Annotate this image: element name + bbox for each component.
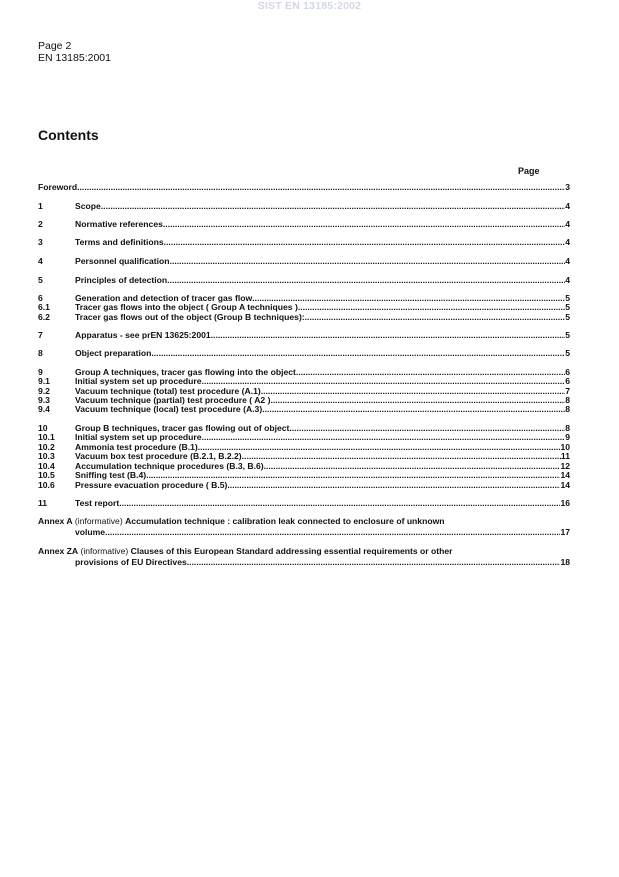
toc-entry-number: 9.2: [38, 386, 50, 396]
toc-entry-title: Apparatus - see prEN 13625:2001: [75, 330, 211, 340]
toc-entry-page: 8: [565, 423, 570, 433]
toc-entry-title: Vacuum box test procedure (B.2.1, B.2.2): [75, 451, 242, 461]
toc-entry-title: Foreword: [38, 182, 78, 192]
toc-entry-title: Group B techniques, tracer gas flowing out of object: [75, 423, 290, 433]
toc-entry-title: Object preparation: [75, 348, 152, 358]
toc-entry-number: 2: [38, 219, 43, 229]
toc-entry[interactable]: [38, 219, 570, 230]
toc-entry-number: 4: [38, 256, 43, 266]
annex-title: Accumulation technique : calibration leak connected to enclosure of unknown: [125, 516, 445, 526]
toc-annex-annex-a[interactable]: [38, 516, 570, 538]
toc-entry-title: Pressure evacuation procedure ( B.5): [75, 480, 228, 490]
toc-entry-page: 3: [565, 182, 570, 192]
toc-entry-title: Sniffing test (B.4): [75, 470, 147, 480]
toc-entry[interactable]: [38, 237, 570, 248]
toc-entry-page: 9: [565, 432, 570, 442]
toc-entry-title: Test report: [75, 498, 120, 508]
toc-entry-page: 7: [565, 386, 570, 396]
toc-entry[interactable]: [38, 201, 570, 212]
toc-entry-page: 8: [565, 395, 570, 405]
toc-entry-title: Initial system set up procedure: [75, 432, 202, 442]
toc-dot-leader: [262, 404, 565, 415]
page-header: [38, 40, 111, 64]
toc-entry-page: 4: [565, 275, 570, 285]
annex-kind: (informative): [78, 546, 131, 556]
toc-entry-page: 11: [560, 451, 570, 461]
toc-entry[interactable]: [38, 480, 570, 491]
toc-entry-page: 5: [565, 302, 570, 312]
page-column-label: Page: [518, 166, 540, 176]
toc-entry-page: 4: [565, 256, 570, 266]
toc-entry-number: 6: [38, 293, 43, 303]
toc-entry-page: 6: [565, 367, 570, 377]
annex-label: Annex ZA: [38, 546, 79, 556]
toc-entry[interactable]: [38, 498, 570, 509]
toc-dot-leader: [101, 201, 565, 212]
toc-entry-number: 8: [38, 348, 43, 358]
toc-entry-title: Terms and definitions: [75, 237, 164, 247]
toc-entry-page: 4: [565, 219, 570, 229]
toc-entry-page: 16: [560, 498, 570, 508]
toc-entry-title: Scope: [75, 201, 101, 211]
toc-entry-page: 6: [565, 376, 570, 386]
toc-dot-leader: [227, 480, 560, 491]
toc-dot-leader: [77, 182, 565, 193]
toc-entry-number: 6.1: [38, 302, 50, 312]
toc-entry[interactable]: [38, 182, 570, 193]
page-number: Page 2: [38, 40, 72, 52]
toc-entry-title: Tracer gas flows into the object ( Group A techniques ): [75, 302, 298, 312]
toc-entry-number: 10.1: [38, 432, 55, 442]
annex-title-continued: volume: [75, 527, 106, 537]
toc-entry-number: 5: [38, 275, 43, 285]
toc-entry-title: Vacuum technique (total) test procedure (A.1): [75, 386, 261, 396]
toc-entry-title: Accumulation technique procedures (B.3, B.6): [75, 461, 264, 471]
toc-entry-title: Ammonia test procedure (B.1): [75, 442, 198, 452]
watermark: SIST EN 13185:2002: [257, 0, 362, 12]
toc-entry-title: Principles of detection: [75, 275, 168, 285]
toc-entry-number: 6.2: [38, 312, 50, 322]
toc-entry-page: 12: [560, 461, 570, 471]
annex-title: Clauses of this European Standard addressing essential requirements or other: [130, 546, 453, 556]
toc-entry-page: 8: [565, 404, 570, 414]
toc-entry-number: 9.3: [38, 395, 50, 405]
toc-entry-number: 10: [38, 423, 48, 433]
toc-entry-page: 5: [565, 348, 570, 358]
toc-entry-title: Normative references: [75, 219, 163, 229]
toc-entry-title: Vacuum technique (local) test procedure (A.3): [75, 404, 263, 414]
toc-entry[interactable]: [38, 312, 570, 323]
annex-title-continued: provisions of EU Directives: [75, 557, 187, 567]
toc-entry[interactable]: [38, 256, 570, 267]
toc-annex-annex-za[interactable]: [38, 546, 570, 568]
toc-entry-number: 10.2: [38, 442, 55, 452]
toc-entry-page: 17: [560, 527, 570, 537]
toc-entry-page: 5: [565, 293, 570, 303]
toc-dot-leader: [187, 557, 561, 568]
toc-entry-number: 9.1: [38, 376, 50, 386]
toc-entry-page: 14: [560, 480, 570, 490]
toc-entry-number: 10.3: [38, 451, 55, 461]
toc-entry-page: 5: [565, 312, 570, 322]
toc-dot-leader: [151, 348, 565, 359]
toc-entry-title: Vacuum technique (partial) test procedure ( A2 ): [75, 395, 271, 405]
toc-entry-page: 18: [560, 557, 570, 567]
toc-entry[interactable]: [38, 404, 570, 415]
toc-entry-page: 4: [565, 201, 570, 211]
toc-dot-leader: [119, 498, 560, 509]
toc-entry-number: 10.4: [38, 461, 55, 471]
toc-entry-page: 5: [565, 330, 570, 340]
toc-entry-title: Tracer gas flows out of the object (Group B techniques):: [75, 312, 305, 322]
toc-dot-leader: [305, 312, 566, 323]
contents-title: Contents: [38, 127, 99, 143]
toc-entry-number: 7: [38, 330, 43, 340]
toc-entry-number: 3: [38, 237, 43, 247]
standard-id: EN 13185:2001: [38, 52, 111, 64]
toc-entry-title: Personnel qualification: [75, 256, 170, 266]
toc-dot-leader: [211, 330, 566, 341]
toc-dot-leader: [167, 275, 565, 286]
toc-entry-number: 9.4: [38, 404, 50, 414]
toc-dot-leader: [105, 527, 560, 538]
toc-entry-number: 11: [38, 498, 48, 508]
toc-entry[interactable]: [38, 330, 570, 341]
toc-entry-title: Generation and detection of tracer gas flow: [75, 293, 253, 303]
toc-entry-page: 4: [565, 237, 570, 247]
toc-entry-number: 1: [38, 201, 43, 211]
toc-dot-leader: [163, 219, 565, 230]
toc-entry-page: 14: [560, 470, 570, 480]
toc-entry-number: 10.5: [38, 470, 55, 480]
toc-dot-leader: [170, 256, 566, 267]
toc-entry-number: 9: [38, 367, 43, 377]
toc-entry-page: 10: [560, 442, 570, 452]
toc-entry[interactable]: [38, 348, 570, 359]
toc-entry[interactable]: [38, 275, 570, 286]
toc-dot-leader: [164, 237, 566, 248]
toc-entry-number: 10.6: [38, 480, 55, 490]
annex-kind: (informative): [72, 516, 126, 526]
toc-entry-title: Initial system set up procedure: [75, 376, 202, 386]
toc-entry-title: Group A techniques, tracer gas flowing into the object.: [75, 367, 299, 377]
annex-label: Annex A: [38, 516, 73, 526]
